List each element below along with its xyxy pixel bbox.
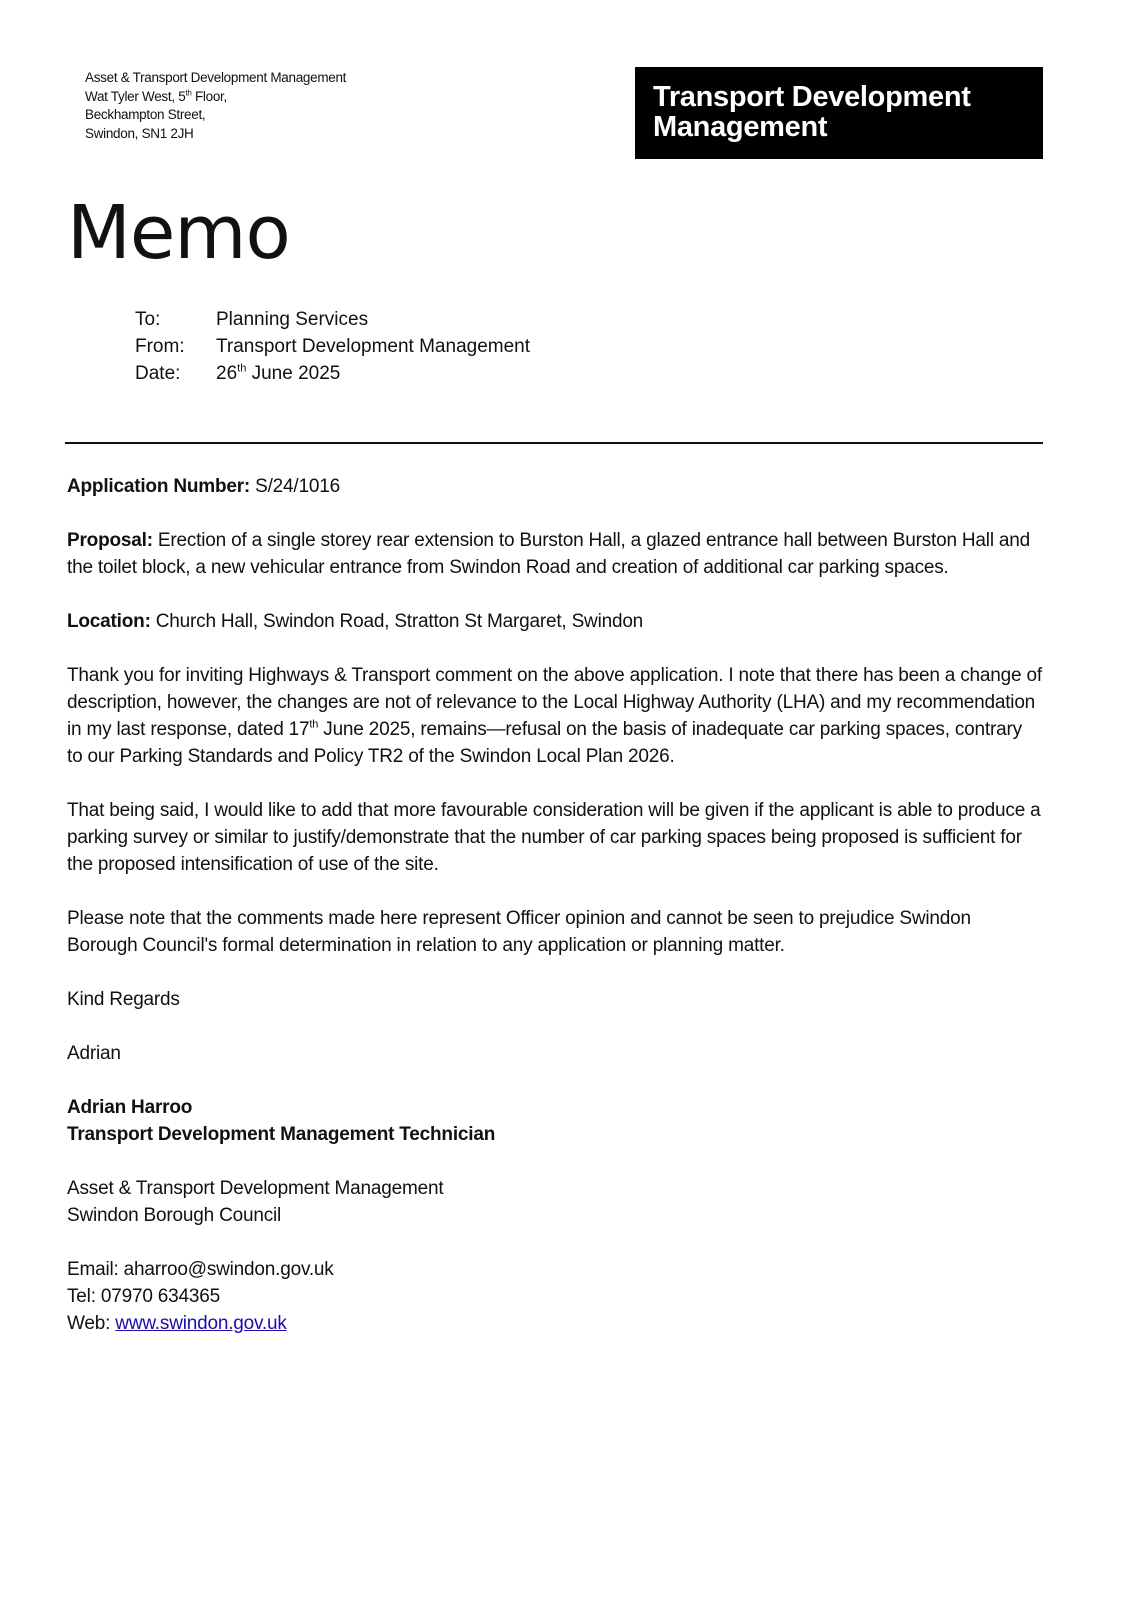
date-label: Date: xyxy=(135,363,181,384)
website-link[interactable]: www.swindon.gov.uk xyxy=(115,1313,287,1334)
first-name: Adrian xyxy=(67,1043,121,1064)
application-number: Application Number: S/24/1016 xyxy=(67,476,340,497)
address-line: Wat Tyler West, 5th Floor, xyxy=(85,88,227,104)
proposal: Proposal: Erection of a single storey rear extension to Burston Hall, a glazed entrance hall between Burston Hall and the toilet block, a new vehicular entrance from Swindon Road and creation of additional car parking spaces. xyxy=(67,530,1031,578)
contact-block: Email: aharroo@swindon.gov.uk Tel: 07970 634365 Web: www.swindon.gov.uk xyxy=(67,1259,334,1334)
paragraph-disclaimer: Please note that the comments made here represent Officer opinion and cannot be seen to prejudice Swindon Borough Council's formal determination in relation to any application or planning matter. xyxy=(67,908,971,956)
address-line: Beckhampton Street, xyxy=(85,107,206,122)
closing: Kind Regards xyxy=(67,989,180,1010)
date-value: 26th June 2025 xyxy=(216,362,341,384)
memo-meta xyxy=(135,306,530,387)
paragraph-response: Thank you for inviting Highways & Transport comment on the above application. I note that there has been a change of description, however, the changes are not of relevance to the Local Highway Authority (LHA) and my recommendation in my last response, dated 17th June 2025, remains—refusal on the basis of inadequate car parking spaces, contrary to our Parking Standards and Policy TR2 of the Swindon Local Plan 2026. xyxy=(67,665,1042,767)
location: Location: Church Hall, Swindon Road, Stratton St Margaret, Swindon xyxy=(67,611,644,632)
sender-address xyxy=(85,69,346,143)
page-title: Memo xyxy=(67,190,290,276)
brand-logo-block xyxy=(635,67,1043,159)
address-line: Asset & Transport Development Management xyxy=(85,70,347,85)
brand-line: Management xyxy=(653,111,828,143)
divider xyxy=(65,442,1043,444)
brand-line: Transport Development xyxy=(653,81,971,113)
memo-body xyxy=(67,473,1042,1364)
from-label: From: xyxy=(135,336,185,357)
department-block: Asset & Transport Development Management Swindon Borough Council xyxy=(67,1178,444,1226)
paragraph-consideration: That being said, I would like to add that more favourable consideration will be given if the applicant is able to produce a parking survey or similar to justify/demonstrate that the number of car parking spaces being proposed is sufficient for the proposed intensification of use of the site. xyxy=(67,800,1041,875)
signature-block: Adrian Harroo Transport Development Management Technician xyxy=(67,1097,496,1145)
telephone: Tel: 07970 634365 xyxy=(67,1286,220,1307)
email: Email: aharroo@swindon.gov.uk xyxy=(67,1259,334,1280)
address-line: Swindon, SN1 2JH xyxy=(85,125,194,141)
from-value: Transport Development Management xyxy=(216,336,531,357)
to-value: Planning Services xyxy=(216,309,369,330)
to-label: To: xyxy=(135,309,161,330)
